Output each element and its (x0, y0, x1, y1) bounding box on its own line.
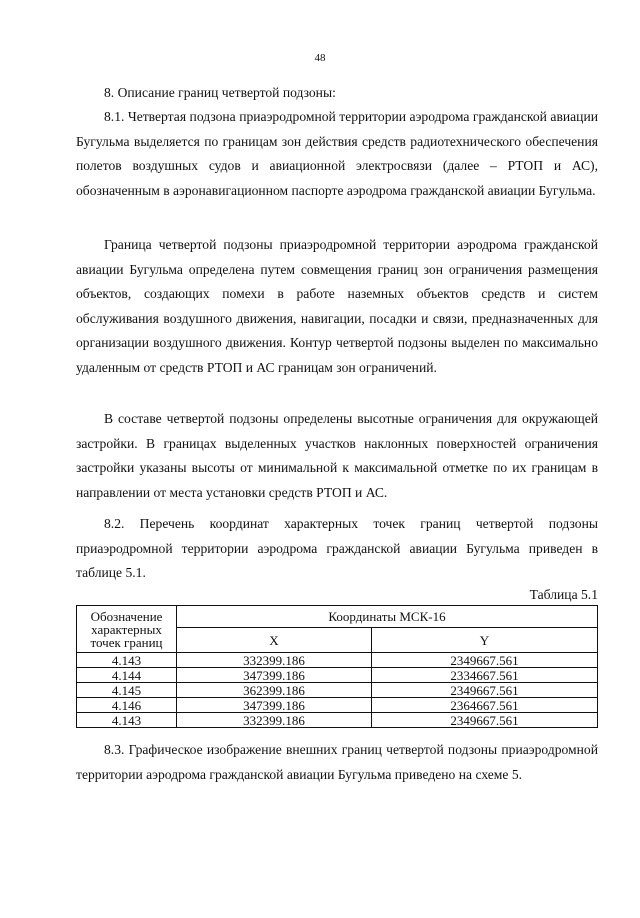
cell-y: 2349667.561 (372, 713, 598, 728)
coordinates-table (76, 605, 598, 728)
cell-point: 4.143 (77, 653, 177, 668)
cell-y: 2349667.561 (372, 683, 598, 698)
table-row (77, 683, 598, 698)
table-caption: Таблица 5.1 (529, 587, 598, 602)
header-y: Y (372, 628, 598, 653)
cell-y: 2364667.561 (372, 698, 598, 713)
cell-point: 4.143 (77, 713, 177, 728)
table-row (77, 653, 598, 668)
cell-x: 347399.186 (177, 668, 372, 683)
paragraph-boundary-definition: Граница четвертой подзоны приаэродромной территории аэродрома гражданской авиации Бугульма определена путем совмещения границ зон ограничения размещения объектов, создающих помехи в работе наземных объектов средств и систем обслуживания воздушного движения, навигации, посадки и связи, предназначенных для организации воздушного движения. Контур четвертой подзоны выделен по максимально удаленным от средств РТОП и АС границам зон ограничений. (76, 237, 598, 375)
cell-x: 347399.186 (177, 698, 372, 713)
cell-point: 4.146 (77, 698, 177, 713)
header-x: X (177, 628, 372, 653)
page-number: 48 (314, 52, 326, 64)
table-row (77, 668, 598, 683)
cell-x: 332399.186 (177, 713, 372, 728)
paragraph-height-restrictions: В составе четвертой подзоны определены высотные ограничения для окружающей застройки. В границах выделенных участков наклонных поверхностей ограничения застройки указаны высоты от минимальной к максимальной отметке по их границам в направлении от места установки средств РТОП и АС. (76, 411, 598, 500)
section-heading: 8. Описание границ четвертой подзоны: (104, 85, 336, 100)
table-row (77, 713, 598, 728)
cell-y: 2349667.561 (372, 653, 598, 668)
table-row (77, 698, 598, 713)
cell-point: 4.145 (77, 683, 177, 698)
cell-y: 2334667.561 (372, 668, 598, 683)
paragraph-8-2: 8.2. Перечень координат характерных точек границ четвертой подзоны приаэродромной территории аэродрома гражданской авиации Бугульма приведен в таблице 5.1. (76, 516, 598, 580)
cell-x: 332399.186 (177, 653, 372, 668)
paragraph-8-1: 8.1. Четвертая подзона приаэродромной территории аэродрома гражданской авиации Бугульма выделяется по границам зон действия средств радиотехнического обеспечения полетов воздушных судов и авиационной электросвязи (далее – РТОП и АС), обозначенным в аэронавигационном паспорте аэродрома гражданской авиации Бугульма. (76, 109, 598, 198)
header-coordinates: Координаты МСК-16 (177, 606, 598, 628)
cell-x: 362399.186 (177, 683, 372, 698)
header-point-designation: Обозначение характерных точек границ (77, 606, 177, 653)
paragraph-8-3: 8.3. Графическое изображение внешних границ четвертой подзоны приаэродромной территории аэродрома гражданской авиации Бугульма приведено на схеме 5. (76, 742, 598, 782)
cell-point: 4.144 (77, 668, 177, 683)
